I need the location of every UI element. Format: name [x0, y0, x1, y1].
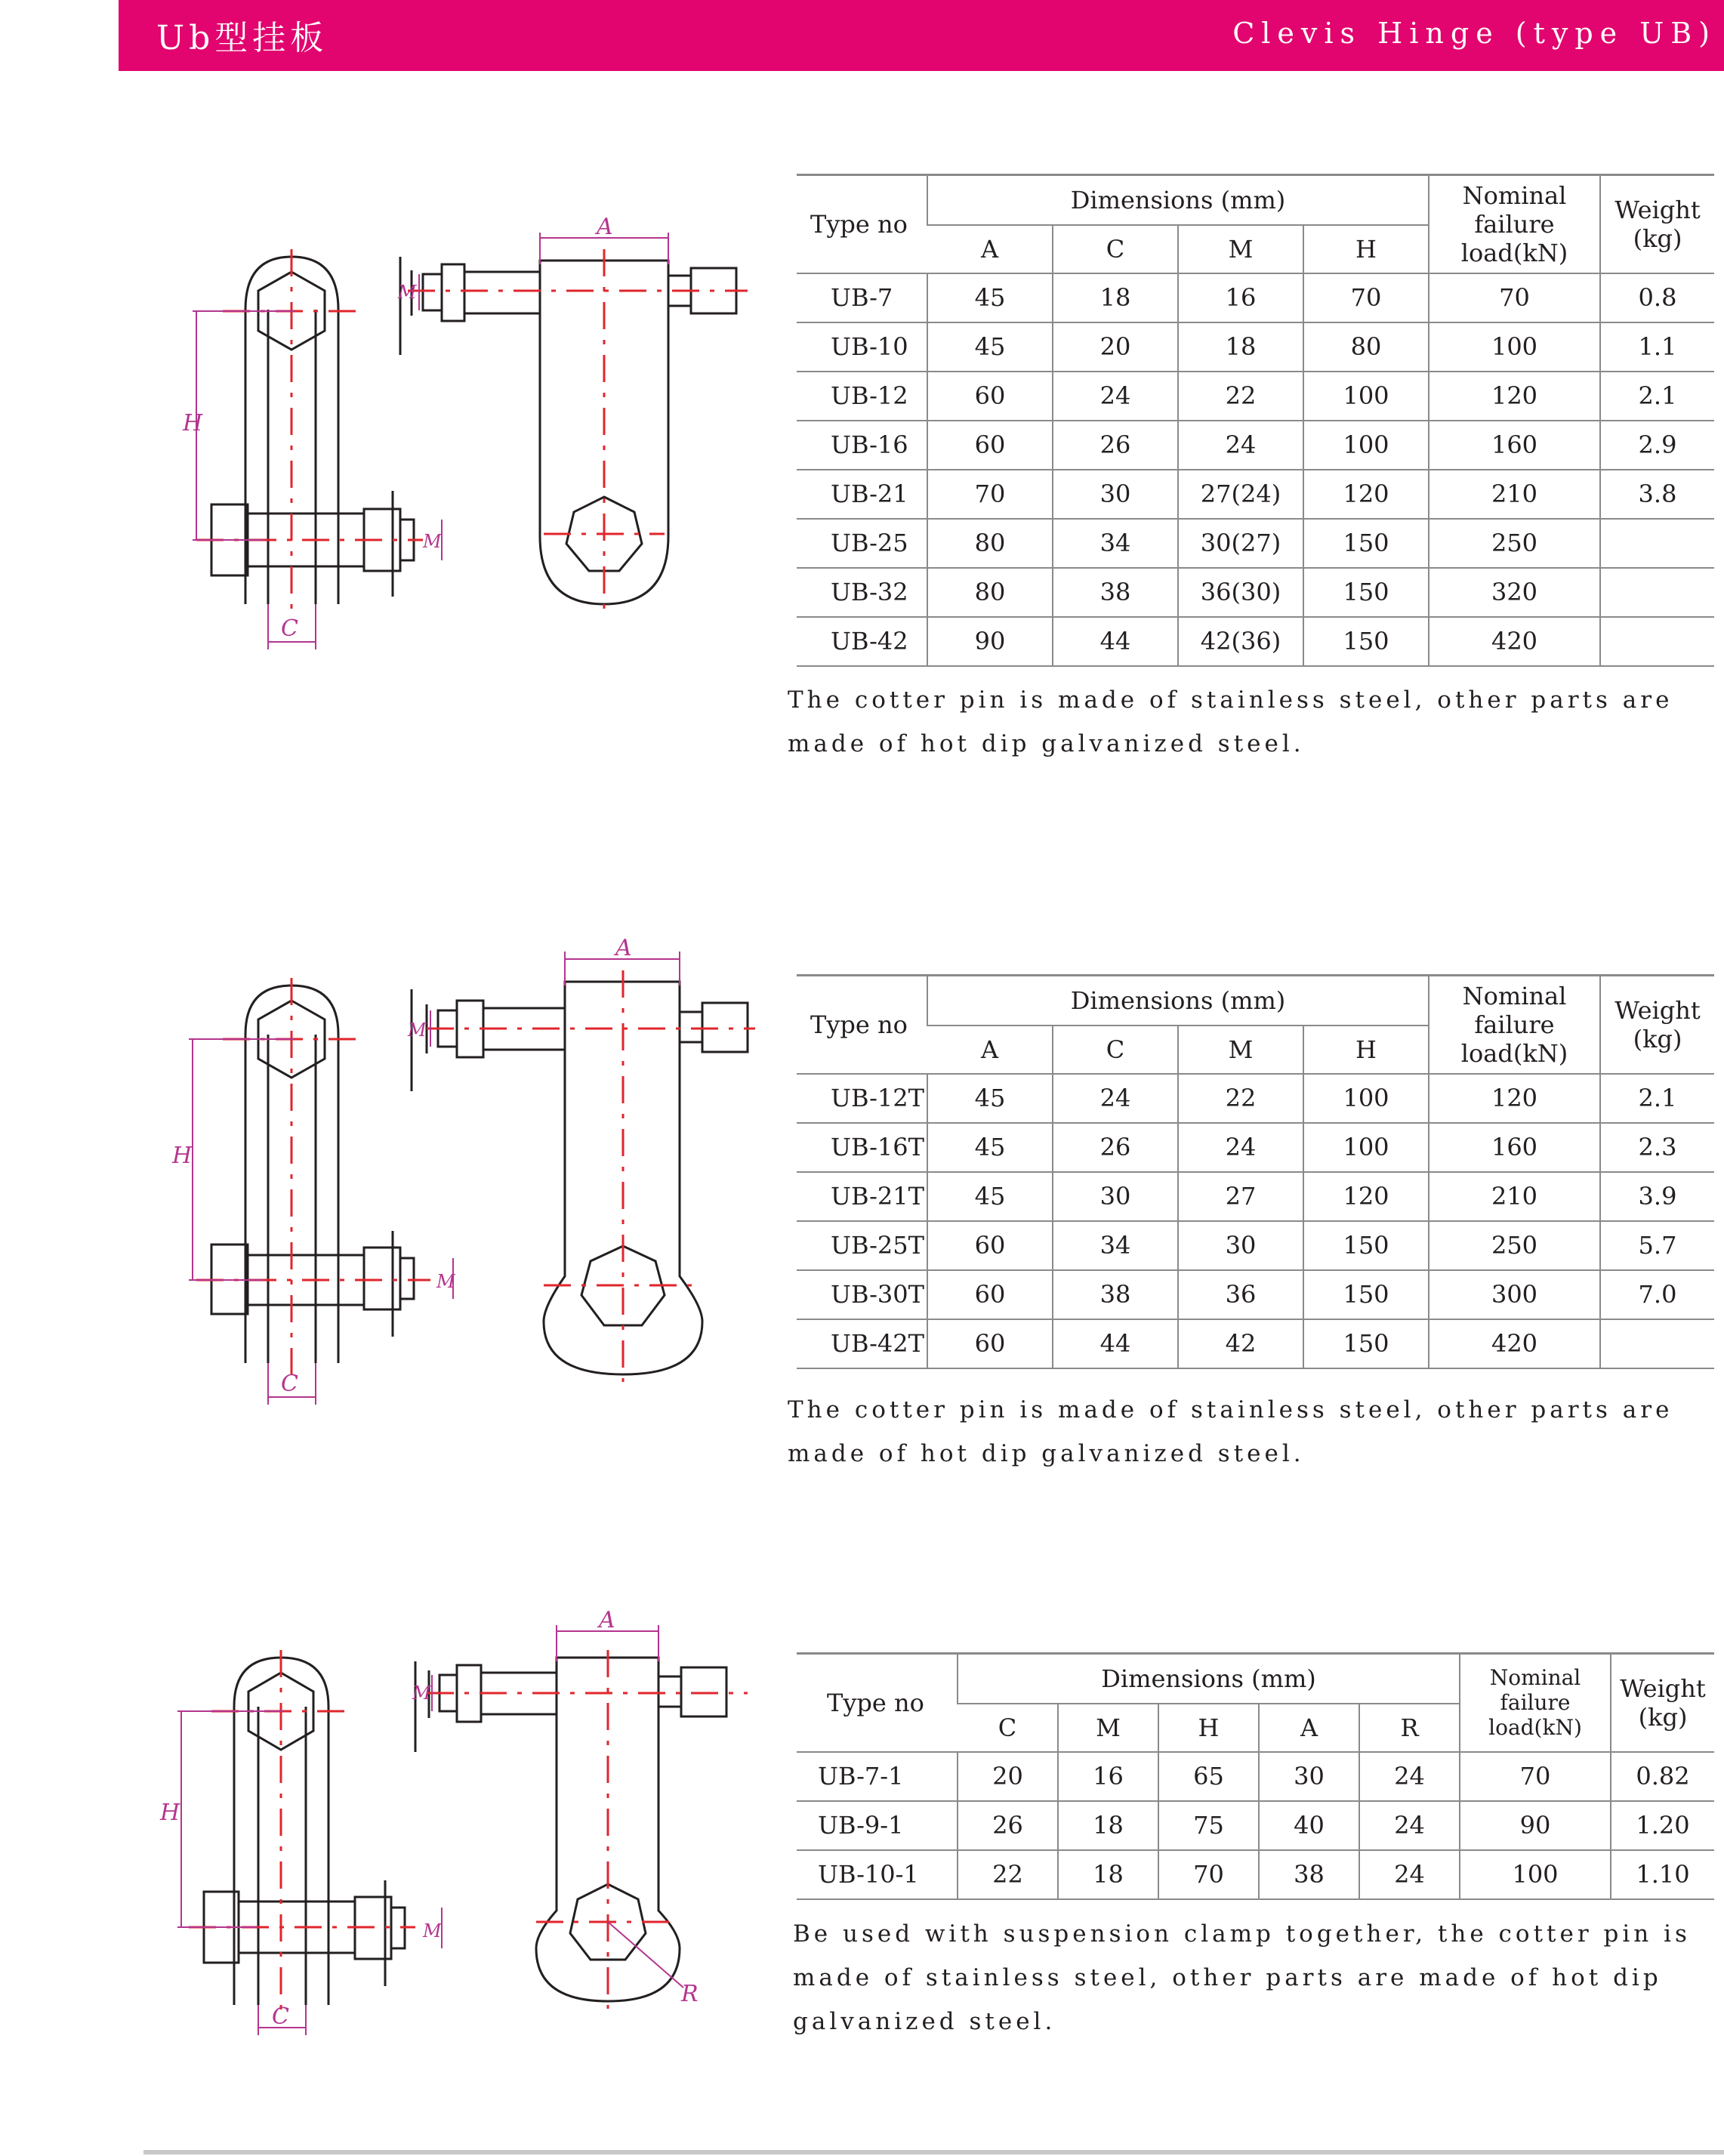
cell-type: UB-9-1 [797, 1801, 958, 1850]
footer-divider [143, 2150, 1724, 2154]
table-row [797, 568, 1714, 617]
cell-a: 60 [927, 1319, 1053, 1368]
cell-weight: 2.1 [1600, 372, 1714, 421]
page-title-en: Clevis Hinge (type UB) [1232, 17, 1716, 50]
cell-c: 18 [1053, 273, 1178, 322]
cell-load: 90 [1460, 1801, 1611, 1850]
cell-load: 420 [1429, 1319, 1600, 1368]
cell-m: 22 [1178, 1074, 1303, 1123]
header-nominal-load: Nominal failure load(kN) [1460, 1654, 1611, 1752]
cell-type: UB-10 [797, 322, 927, 372]
cell-c: 34 [1053, 1221, 1178, 1270]
cell-c: 20 [1053, 322, 1178, 372]
dim-label-c: C [272, 2003, 289, 2030]
cell-load: 420 [1429, 617, 1600, 666]
dim-label-a: A [597, 214, 613, 240]
table-row [797, 1123, 1714, 1172]
cell-h: 150 [1303, 568, 1429, 617]
cell-c: 44 [1053, 617, 1178, 666]
cell-load: 160 [1429, 1123, 1600, 1172]
cell-c: 24 [1053, 372, 1178, 421]
cell-weight [1600, 617, 1714, 666]
cell-m: 42(36) [1178, 617, 1303, 666]
cell-a: 90 [927, 617, 1053, 666]
cell-h: 80 [1303, 322, 1429, 372]
cell-c: 26 [1053, 421, 1178, 470]
header-banner [119, 0, 1724, 71]
cell-weight: 2.9 [1600, 421, 1714, 470]
cell-m: 27(24) [1178, 470, 1303, 519]
dim-label-a: A [615, 935, 632, 961]
cell-h: 120 [1303, 470, 1429, 519]
cell-m: 27 [1178, 1172, 1303, 1221]
table-row [797, 617, 1714, 666]
cell-type: UB-7 [797, 273, 927, 322]
dim-label-h: H [172, 1143, 193, 1169]
col-a: A [927, 1026, 1053, 1074]
cell-h: 100 [1303, 372, 1429, 421]
cell-c: 44 [1053, 1319, 1178, 1368]
cell-m: 16 [1178, 273, 1303, 322]
dim-label-m-top: M [398, 282, 417, 303]
table-row [797, 1172, 1714, 1221]
cell-a: 45 [927, 1074, 1053, 1123]
clevis-drawing-1 [151, 204, 755, 657]
cell-load: 320 [1429, 568, 1600, 617]
dim-label-r: R [681, 1981, 699, 2007]
cell-h: 100 [1303, 1123, 1429, 1172]
cell-weight: 0.82 [1611, 1752, 1714, 1801]
cell-h: 150 [1303, 1270, 1429, 1319]
cell-c: 38 [1053, 568, 1178, 617]
clevis-drawing-2 [151, 929, 755, 1412]
cell-weight [1600, 1319, 1714, 1368]
cell-load: 210 [1429, 1172, 1600, 1221]
cell-r: 24 [1359, 1752, 1460, 1801]
cell-m: 24 [1178, 421, 1303, 470]
cell-a: 60 [927, 1221, 1053, 1270]
cell-type: UB-16T [797, 1123, 927, 1172]
cell-weight: 5.7 [1600, 1221, 1714, 1270]
cell-c: 26 [958, 1801, 1058, 1850]
cell-weight: 3.9 [1600, 1172, 1714, 1221]
col-m: M [1178, 1026, 1303, 1074]
col-m: M [1058, 1704, 1158, 1752]
cell-type: UB-32 [797, 568, 927, 617]
dim-label-m-top: M [408, 1019, 427, 1041]
cell-a: 40 [1259, 1801, 1359, 1850]
header-dimensions: Dimensions (mm) [927, 175, 1429, 225]
cell-m: 18 [1178, 322, 1303, 372]
cell-h: 150 [1303, 519, 1429, 568]
cell-type: UB-42T [797, 1319, 927, 1368]
cell-type: UB-21T [797, 1172, 927, 1221]
dim-label-c: C [281, 1371, 298, 1397]
cell-weight: 1.20 [1611, 1801, 1714, 1850]
cell-type: UB-7-1 [797, 1752, 958, 1801]
cell-load: 300 [1429, 1270, 1600, 1319]
col-a: A [927, 225, 1053, 273]
col-c: C [1053, 225, 1178, 273]
cell-load: 160 [1429, 421, 1600, 470]
col-r: R [1359, 1704, 1460, 1752]
cell-m: 18 [1058, 1801, 1158, 1850]
dim-label-m-bottom: M [436, 1271, 455, 1292]
cell-type: UB-16 [797, 421, 927, 470]
cell-a: 80 [927, 519, 1053, 568]
cell-c: 30 [1053, 470, 1178, 519]
cell-m: 16 [1058, 1752, 1158, 1801]
cell-type: UB-25T [797, 1221, 927, 1270]
header-dimensions: Dimensions (mm) [958, 1654, 1460, 1704]
dim-label-m-bottom: M [423, 1920, 442, 1942]
cell-m: 36(30) [1178, 568, 1303, 617]
dim-label-c: C [281, 615, 298, 642]
header-dimensions: Dimensions (mm) [927, 976, 1429, 1026]
cell-load: 70 [1429, 273, 1600, 322]
cell-type: UB-25 [797, 519, 927, 568]
spec-table-2 [797, 974, 1714, 1369]
cell-m: 24 [1178, 1123, 1303, 1172]
cell-m: 30(27) [1178, 519, 1303, 568]
spec-table-1 [797, 174, 1714, 667]
cell-a: 60 [927, 372, 1053, 421]
cell-a: 45 [927, 273, 1053, 322]
col-h: H [1303, 1026, 1429, 1074]
cell-a: 80 [927, 568, 1053, 617]
table-row [797, 1752, 1714, 1801]
cell-load: 100 [1429, 322, 1600, 372]
table-row [797, 1221, 1714, 1270]
cell-load: 120 [1429, 372, 1600, 421]
cell-a: 45 [927, 1172, 1053, 1221]
cell-weight: 2.1 [1600, 1074, 1714, 1123]
table-row [797, 1801, 1714, 1850]
cell-load: 70 [1460, 1752, 1611, 1801]
cell-weight [1600, 519, 1714, 568]
cell-load: 120 [1429, 1074, 1600, 1123]
cell-h: 100 [1303, 421, 1429, 470]
spec-table-3 [797, 1652, 1714, 1900]
cell-type: UB-30T [797, 1270, 927, 1319]
col-c: C [958, 1704, 1058, 1752]
cell-a: 60 [927, 421, 1053, 470]
cell-weight: 3.8 [1600, 470, 1714, 519]
cell-type: UB-12 [797, 372, 927, 421]
cell-h: 70 [1158, 1850, 1259, 1899]
table-2-note: The cotter pin is made of stainless steel, other parts are made of hot dip galvanized steel. [788, 1396, 1673, 1467]
table-row [797, 470, 1714, 519]
cell-c: 22 [958, 1850, 1058, 1899]
table-row [797, 1850, 1714, 1899]
cell-r: 24 [1359, 1801, 1460, 1850]
cell-h: 100 [1303, 1074, 1429, 1123]
header-nominal-load: Nominal failure load(kN) [1429, 976, 1600, 1074]
page-title-cn: Ub型挂板 [156, 19, 328, 57]
cell-weight: 7.0 [1600, 1270, 1714, 1319]
dim-label-h: H [183, 410, 203, 436]
header-nominal-load: Nominal failure load(kN) [1429, 175, 1600, 273]
cell-weight [1600, 568, 1714, 617]
table-row [797, 322, 1714, 372]
cell-load: 250 [1429, 519, 1600, 568]
header-weight: Weight (kg) [1611, 1654, 1714, 1752]
table-row [797, 519, 1714, 568]
cell-load: 100 [1460, 1850, 1611, 1899]
cell-load: 210 [1429, 470, 1600, 519]
cell-load: 250 [1429, 1221, 1600, 1270]
table-row [797, 273, 1714, 322]
cell-type: UB-10-1 [797, 1850, 958, 1899]
col-m: M [1178, 225, 1303, 273]
table-3-note: Be used with suspension clamp together, the cotter pin is made of stainless steel, other parts are made of hot dip galvanized steel. [793, 1920, 1691, 2035]
header-weight: Weight (kg) [1600, 175, 1714, 273]
dim-label-m-top: M [412, 1683, 431, 1704]
cell-c: 26 [1053, 1123, 1178, 1172]
cell-weight: 0.8 [1600, 273, 1714, 322]
table-row [797, 1074, 1714, 1123]
cell-h: 150 [1303, 1319, 1429, 1368]
cell-m: 42 [1178, 1319, 1303, 1368]
cell-a: 38 [1259, 1850, 1359, 1899]
header-type-no: Type no [797, 976, 927, 1074]
cell-h: 120 [1303, 1172, 1429, 1221]
table-row [797, 421, 1714, 470]
table-1-note: The cotter pin is made of stainless steel, other parts are made of hot dip galvanized steel. [788, 686, 1673, 757]
cell-m: 36 [1178, 1270, 1303, 1319]
header-weight: Weight (kg) [1600, 976, 1714, 1074]
cell-m: 18 [1058, 1850, 1158, 1899]
cell-weight: 1.1 [1600, 322, 1714, 372]
cell-a: 30 [1259, 1752, 1359, 1801]
cell-c: 38 [1053, 1270, 1178, 1319]
header-type-no: Type no [797, 1654, 958, 1752]
cell-c: 30 [1053, 1172, 1178, 1221]
cell-c: 24 [1053, 1074, 1178, 1123]
dim-label-a: A [599, 1607, 615, 1633]
cell-m: 22 [1178, 372, 1303, 421]
cell-h: 65 [1158, 1752, 1259, 1801]
cell-a: 70 [927, 470, 1053, 519]
cell-h: 70 [1303, 273, 1429, 322]
table-row [797, 1270, 1714, 1319]
cell-type: UB-42 [797, 617, 927, 666]
cell-weight: 1.10 [1611, 1850, 1714, 1899]
cell-h: 75 [1158, 1801, 1259, 1850]
clevis-drawing-3 [151, 1601, 755, 2039]
dim-label-h: H [160, 1800, 180, 1826]
cell-c: 34 [1053, 519, 1178, 568]
cell-c: 20 [958, 1752, 1058, 1801]
cell-h: 150 [1303, 617, 1429, 666]
cell-m: 30 [1178, 1221, 1303, 1270]
table-row [797, 372, 1714, 421]
col-a: A [1259, 1704, 1359, 1752]
dim-label-m-bottom: M [423, 531, 442, 552]
cell-weight: 2.3 [1600, 1123, 1714, 1172]
cell-a: 45 [927, 322, 1053, 372]
col-c: C [1053, 1026, 1178, 1074]
cell-h: 150 [1303, 1221, 1429, 1270]
header-type-no: Type no [797, 175, 927, 273]
cell-a: 45 [927, 1123, 1053, 1172]
col-h: H [1303, 225, 1429, 273]
cell-type: UB-21 [797, 470, 927, 519]
col-h: H [1158, 1704, 1259, 1752]
cell-r: 24 [1359, 1850, 1460, 1899]
cell-a: 60 [927, 1270, 1053, 1319]
cell-type: UB-12T [797, 1074, 927, 1123]
table-row [797, 1319, 1714, 1368]
